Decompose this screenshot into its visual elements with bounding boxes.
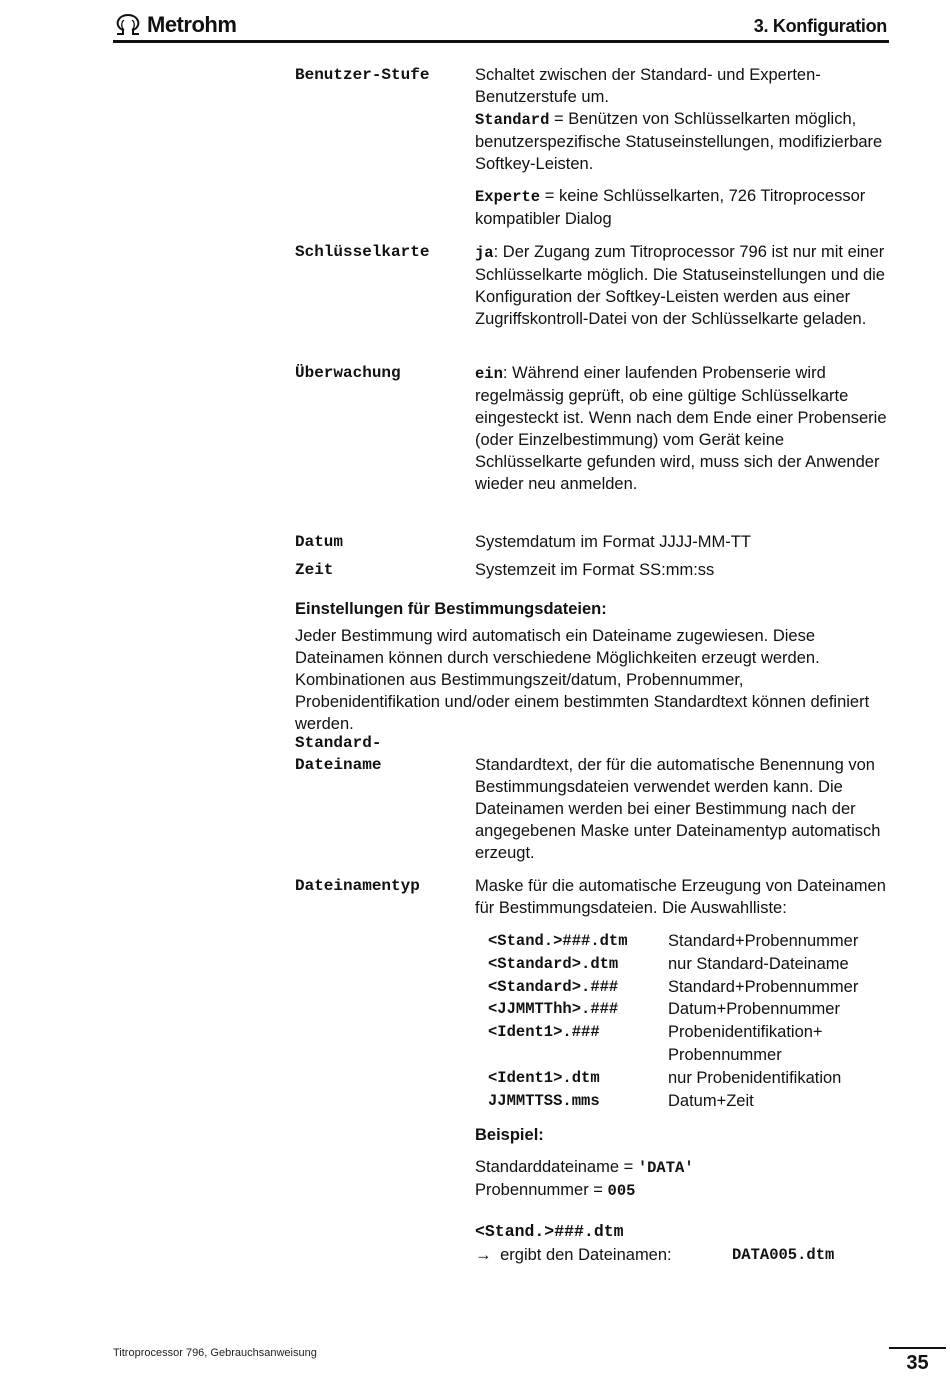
mask-row [488,1067,888,1090]
mask-pattern: <Stand.>###.dtm [488,932,628,950]
mask-pattern: JJMMTTSS.mms [488,1091,600,1110]
term-zeit: Zeit [295,561,334,579]
mask-row [488,953,888,976]
benutzer-stufe-intro: Schaltet zwischen der Standard- und Experten-Benutzerstufe um. [475,66,821,106]
term-standard-dateiname [295,732,381,776]
mask-row [488,1021,888,1067]
desc-benutzer-stufe [475,64,890,230]
page-number: 35 [906,1352,929,1374]
term-datum: Datum [295,533,344,551]
desc-zeit: Systemzeit im Format SS:mm:ss [475,561,715,579]
term-schluesselkarte: Schlüsselkarte [295,243,430,261]
metrohm-logo [113,10,236,40]
mask-row [488,976,888,999]
example-heading: Beispiel: [475,1126,544,1144]
mask-meaning: Probenidentifikation+ Probennummer [668,1023,823,1064]
mask-meaning: nur Probenidentifikation [668,1068,842,1087]
example-result-value: DATA005.dtm [732,1246,835,1264]
term-standard-line2: Dateiname [295,756,382,774]
omega-icon [113,14,143,36]
header-rule [113,40,889,43]
mask-meaning: Standard+Probennummer [668,977,859,996]
mask-pattern: <Ident1>.### [488,1023,600,1042]
mask-pattern: <Standard>.### [488,977,619,996]
example-line-probennummer [475,1179,890,1202]
mask-row [488,998,888,1021]
example-mask: <Stand.>###.dtm [475,1222,624,1241]
settings-heading: Einstellungen für Bestimmungsdateien: [295,600,607,618]
desc-ueberwachung [475,362,890,495]
mask-meaning: Datum+Zeit [668,1091,754,1110]
example-line-standard [475,1156,890,1179]
section-title: 3. Konfiguration [753,16,887,36]
benutzer-stufe-standard [475,108,890,175]
ueberwachung-text: : Während einer laufenden Probenserie wird regelmässig geprüft, ob eine gültige Schlüsselkarte eingesteckt ist. Wenn nach dem Ende einer Probenserie (oder Einzelbestimmung) vom Gerät keine Schlüsselkarte gefunden wird, muss sich der Anwender wieder neu anmelden. [475,364,887,493]
desc-standard-dateiname: Standardtext, der für die automatische Benennung von Bestimmungsdateien verwendet werden kann. Die Dateinamen werden bei einer Bestimmung nach der angegebenen Maske unter Dateinamentyp automatisch erzeugt. [475,756,881,862]
term-benutzer-stufe: Benutzer-Stufe [295,66,430,84]
mask-pattern: <JJMMTThh>.### [488,1000,619,1019]
mask-meaning: nur Standard-Dateiname [668,954,849,973]
ja-keyword: ja [475,244,494,262]
mask-row [488,930,888,953]
experte-text: = keine Schlüsselkarten, 726 Titroprocessor kompatibler Dialog [475,187,866,228]
settings-paragraph: Jeder Bestimmung wird automatisch ein Dateiname zugewiesen. Diese Dateinamen können durch verschiedene Möglichkeiten erzeugt werden. Kombinationen aus Bestimmungszeit/datum, Probennummer, Probenidentifikation und/oder einem bestimmten Standardtext können definiert werden. [295,627,870,733]
term-dateinamentyp: Dateinamentyp [295,877,420,895]
example-value-standard: 'DATA' [637,1159,694,1177]
footer-text: Titroprocessor 796, Gebrauchsanweisung [113,1347,317,1359]
experte-keyword: Experte [475,188,541,206]
ein-keyword: ein [475,365,503,383]
benutzer-stufe-experte [475,185,890,230]
mask-pattern: <Standard>.dtm [488,954,619,973]
desc-dateinamentyp: Maske für die automatische Erzeugung von Dateinamen für Bestimmungsdateien. Die Auswahlliste: [475,877,886,917]
mask-row [488,1090,888,1113]
term-ueberwachung: Überwachung [295,364,401,382]
mask-meaning: Standard+Probennummer [668,932,859,950]
example-result-label: ergibt den Dateinamen: [500,1246,672,1264]
example-value-probennummer: 005 [607,1182,636,1200]
arrow-right-icon: → [475,1246,492,1264]
example-label-standard: Standarddateiname = [475,1158,638,1176]
term-standard-line1: Standard- [295,734,382,752]
standard-keyword: Standard [475,111,550,129]
example-result-line [475,1244,890,1266]
mask-meaning: Datum+Probennummer [668,1000,840,1019]
example-label-probennummer: Probennummer = [475,1181,608,1199]
mask-pattern: <Ident1>.dtm [488,1068,600,1087]
filename-mask-table [488,930,888,1112]
brand-name: Metrohm [147,12,237,37]
standard-text: = Benützen von Schlüsselkarten möglich, benutzerspezifische Statuseinstellungen, modifizierbare Softkey-Leisten. [475,110,883,173]
desc-datum: Systemdatum im Format JJJJ-MM-TT [475,533,751,551]
desc-schluesselkarte [475,241,890,330]
footer-rule [889,1347,946,1349]
schluesselkarte-text: : Der Zugang zum Titroprocessor 796 ist nur mit einer Schlüsselkarte möglich. Die Statuseinstellungen und die Konfiguration der Softkey-Leisten werden aus einer Zugriffskontroll-Datei von der Schlüsselkarte geladen. [475,243,885,328]
